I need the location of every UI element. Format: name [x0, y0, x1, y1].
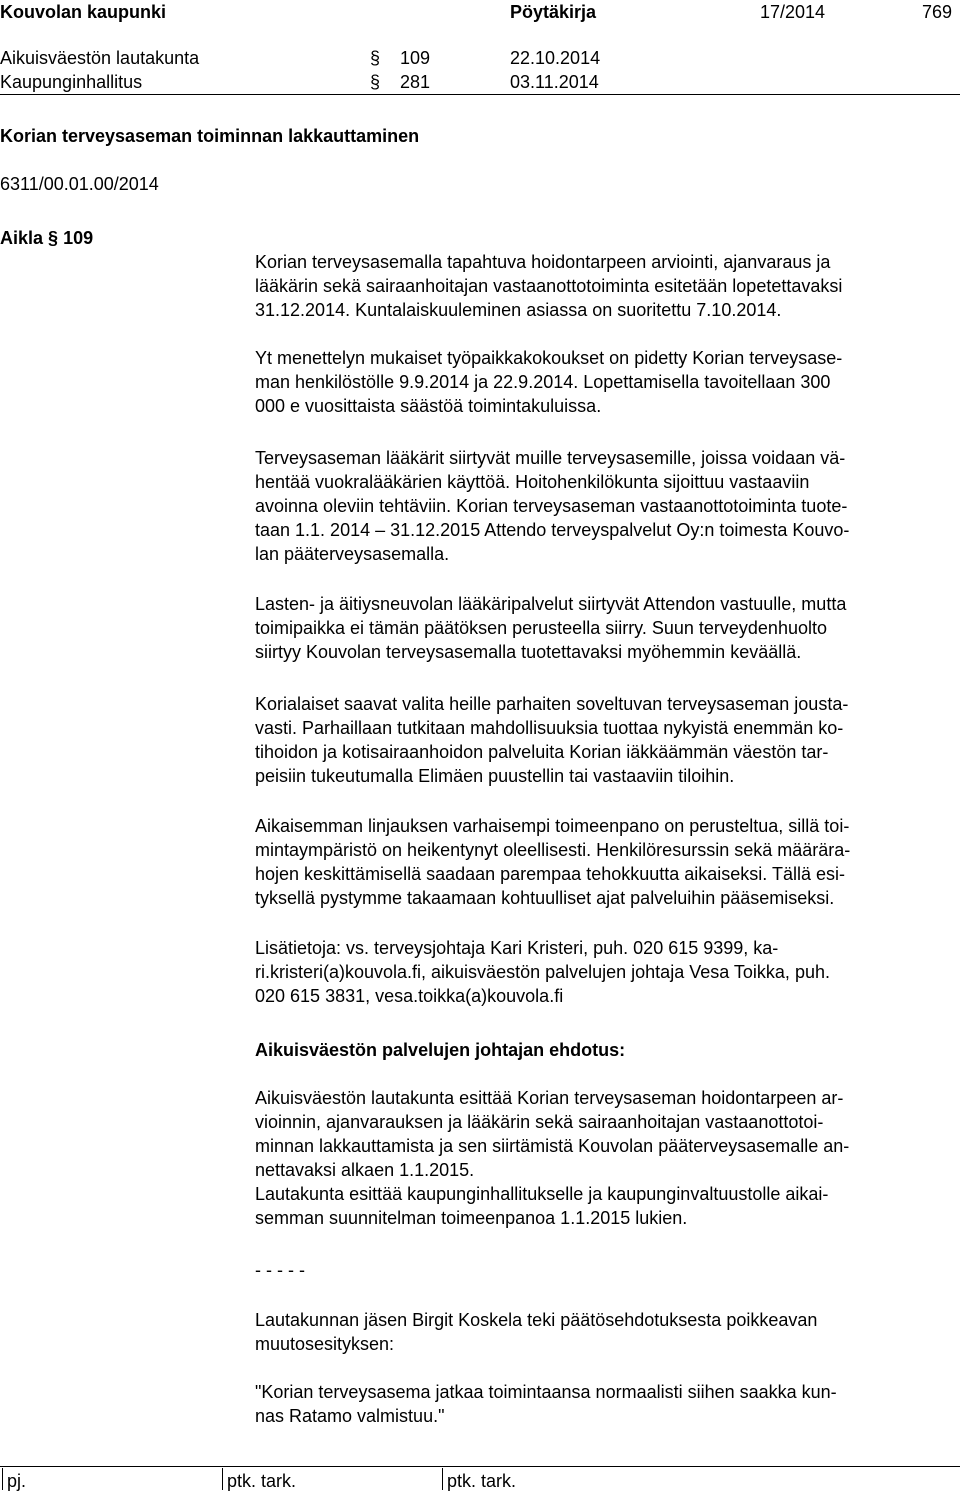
paragraph-line: semman suunnitelman toimeenpanoa 1.1.2015 lukien.: [255, 1208, 688, 1228]
proposal-paragraph: [255, 1086, 955, 1230]
page-number: 769: [922, 2, 953, 22]
footer-mark-checker: ptk. tark.: [227, 1471, 297, 1491]
item-label-body: Aikla: [0, 228, 44, 248]
paragraph-line: 31.12.2014. Kuntalaiskuuleminen asiassa on suoritettu 7.10.2014.: [255, 300, 782, 320]
paragraph-5: [255, 692, 955, 788]
paragraph-line: Lisätietoja: vs. terveysjohtaja Kari Kristeri, puh. 020 615 9399, ka-: [255, 938, 779, 958]
paragraph-line: vioinnin, ajanvarauksen ja lääkärin sekä sairaanhoitajan vastaanottotoi-: [255, 1112, 824, 1132]
item-label: [0, 226, 93, 250]
paragraph-6: [255, 814, 955, 910]
document-type: Pöytäkirja: [510, 2, 597, 22]
meeting-section: 109: [400, 48, 431, 68]
paragraph-line: hojen keskittämisellä saadaan parempaa tehokkuutta aikaiseksi. Tällä esi-: [255, 864, 845, 884]
paragraph-line: siirtyy Kouvolan terveysasemalla tuotettavaksi myöhemmin keväällä.: [255, 642, 802, 662]
meeting-section: 281: [400, 72, 431, 92]
proposal-heading: Aikuisväestön palvelujen johtajan ehdotus:: [255, 1040, 626, 1060]
record-number: 6311/00.01.00/2014: [0, 174, 159, 194]
paragraph-line: Korian terveysasemalla tapahtuva hoidontarpeen arviointi, ajanvaraus ja: [255, 252, 831, 272]
footer-mark-chair: pj.: [7, 1471, 27, 1491]
meeting-date: 03.11.2014: [510, 72, 599, 92]
paragraph-line: Lautakunta esittää kaupunginhallitukselle ja kaupunginvaltuustolle aikai-: [255, 1184, 829, 1204]
paragraph-line: Lasten- ja äitiysneuvolan lääkäripalvelut siirtyvät Attendon vastuulle, mutta: [255, 594, 847, 614]
paragraph-line: taan 1.1. 2014 – 31.12.2015 Attendo terveyspalvelut Oy:n toimesta Kouvo-: [255, 520, 850, 540]
item-number: 109: [63, 228, 94, 248]
paragraph-line: peisiin tukeutumalla Elimäen puustellin tai vastaaviin tiloihin.: [255, 766, 735, 786]
paragraph-line: Korialaiset saavat valita heille parhaiten soveltuvan terveysaseman jousta-: [255, 694, 849, 714]
meeting-body: Aikuisväestön lautakunta: [0, 48, 200, 68]
paragraph-line: man henkilöstölle 9.9.2014 ja 22.9.2014. Lopettamisella tavoitellaan 300: [255, 372, 831, 392]
paragraph-3: [255, 446, 955, 566]
paragraph-line: Yt menettelyn mukaiset työpaikkakokoukset on pidetty Korian terveysase-: [255, 348, 843, 368]
signature-box-marker: [442, 1468, 443, 1490]
paragraph-line: ri.kristeri(a)kouvola.fi, aikuisväestön palvelujen johtaja Vesa Toikka, puh.: [255, 962, 830, 982]
paragraph-4: [255, 592, 955, 664]
paragraph-line: muutosesityksen:: [255, 1334, 395, 1354]
paragraph-line: minnan lakkauttamista ja sen siirtämistä Kouvolan pääterveysasemalle an-: [255, 1136, 850, 1156]
paragraph-line: Lautakunnan jäsen Birgit Koskela teki päätösehdotuksesta poikkeavan: [255, 1310, 818, 1330]
separator: - - - - -: [255, 1260, 305, 1280]
paragraph-line: hentää vuokralääkärien käyttöä. Hoitohenkilökunta sijoittuu vastaaviin: [255, 472, 810, 492]
section-symbol-icon: §: [48, 228, 59, 248]
paragraph-line: Terveysaseman lääkärit siirtyvät muille terveysasemille, joissa voidaan vä-: [255, 448, 846, 468]
section-symbol-icon: §: [370, 48, 381, 68]
paragraph-line: lääkärin sekä sairaanhoitajan vastaanottotoiminta esitetään lopetettavaksi: [255, 276, 843, 296]
footer-divider: [0, 1466, 960, 1467]
paragraph-line: nettavaksi alkaen 1.1.2015.: [255, 1160, 475, 1180]
document-number: 17/2014: [760, 2, 826, 22]
paragraph-line: vasti. Parhaillaan tutkitaan mahdollisuuksia tuottaa nykyistä enemmän ko-: [255, 718, 844, 738]
paragraph-line: nas Ratamo valmistuu.": [255, 1406, 445, 1426]
paragraph-line: tihoidon ja kotisairaanhoidon palveluita Korian iäkkäämmän väestön tar-: [255, 742, 829, 762]
paragraph-line: toimipaikka ei tämän päätöksen perusteella siirry. Suun terveydenhuolto: [255, 618, 827, 638]
page-title: Korian terveysaseman toiminnan lakkauttaminen: [0, 126, 420, 146]
meeting-body: Kaupunginhallitus: [0, 72, 143, 92]
paragraph-line: Aikaisemman linjauksen varhaisempi toimeenpano on perusteltua, sillä toi-: [255, 816, 850, 836]
paragraph-line: lan pääterveysasemalla.: [255, 544, 450, 564]
paragraph-line: "Korian terveysasema jatkaa toimintaansa normaalisti siihen saakka kun-: [255, 1382, 837, 1402]
quote-paragraph: [255, 1380, 955, 1428]
signature-box-marker: [222, 1468, 223, 1490]
paragraph-contact: [255, 936, 955, 1008]
paragraph-line: Aikuisväestön lautakunta esittää Korian terveysaseman hoidontarpeen ar-: [255, 1088, 844, 1108]
paragraph-line: 020 615 3831, vesa.toikka(a)kouvola.fi: [255, 986, 564, 1006]
paragraph-line: tyksellä pystymme takaamaan kohtuulliset ajat palveluihin pääsemiseksi.: [255, 888, 835, 908]
paragraph-line: 000 e vuosittaista säästöä toimintakuluissa.: [255, 396, 602, 416]
paragraph-2: [255, 346, 955, 418]
paragraph-line: mintaympäristö on heikentynyt oleellisesti. Henkilöresurssin sekä määrära-: [255, 840, 851, 860]
paragraph-line: avoinna oleviin tehtäviin. Korian terveysaseman vastaanottotoiminta tuote-: [255, 496, 848, 516]
organization-name: Kouvolan kaupunki: [0, 2, 167, 22]
footer-mark-checker: ptk. tark.: [447, 1471, 517, 1491]
member-paragraph: [255, 1308, 955, 1356]
section-symbol-icon: §: [370, 72, 381, 92]
signature-box-marker: [2, 1468, 3, 1490]
meeting-date: 22.10.2014: [510, 48, 601, 68]
header-divider: [0, 94, 960, 95]
paragraph-1: [255, 250, 955, 322]
